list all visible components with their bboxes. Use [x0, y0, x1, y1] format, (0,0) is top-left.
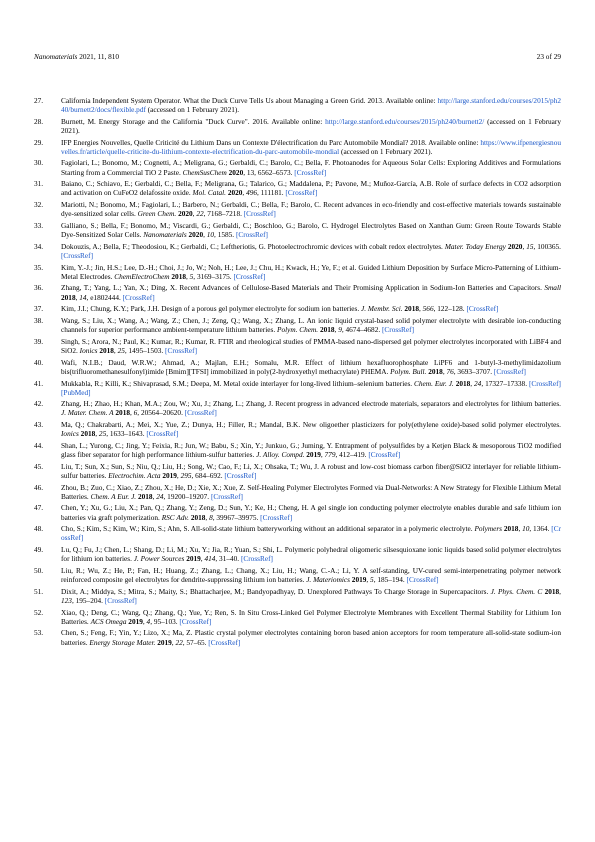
reference-year: 2018	[99, 345, 114, 355]
reference-text: Chen, S.; Feng, F.; Yin, Y.; Lizo, X.; Ma, Z. Plastic crystal polymer electrolytes containing boron based anion acceptors for room temperature all-solid-state sodium-ion batteries.	[61, 628, 561, 647]
reference-text: , 7168–7218.	[203, 209, 244, 219]
reference-text: , 195–204.	[71, 595, 105, 605]
reference-year: 2018	[455, 378, 471, 388]
reference-year: 2018	[137, 491, 153, 501]
reference-crossref-link[interactable]: [CrossRef]	[179, 616, 212, 626]
reference-text: Mukkabla, R.; Killi, K.; Shivaprasad, S.M.; Deepa, M. Metal oxide interlayer for long-lived lithium–selenium batteries.	[61, 378, 415, 388]
reference-number: 35.	[34, 262, 44, 272]
reference-number: 50.	[34, 565, 44, 575]
reference-crossref-link[interactable]: [CrossRef]	[165, 345, 198, 355]
reference-item	[34, 304, 561, 313]
reference-number: 45.	[34, 461, 44, 471]
reference-crossref-link[interactable]: [CrossRef]	[243, 209, 276, 219]
reference-journal: 10	[522, 524, 530, 534]
reference-journal: Ionics	[79, 345, 98, 355]
page-number: 23 of 29	[536, 52, 561, 61]
reference-text: , 111181.	[257, 188, 286, 198]
reference-journal: J. Mater. Chem. A	[61, 408, 114, 418]
reference-number: 51.	[34, 586, 44, 596]
reference-text: ,	[203, 230, 207, 240]
reference-journal: Electrochim. Acta	[108, 470, 161, 480]
reference-journal: 14	[79, 292, 87, 302]
reference-text: ,	[559, 586, 561, 596]
reference-journal: 566	[422, 304, 434, 314]
reference-url-link[interactable]: https://www.ifpenergiesnouvelles.fr/article/quelle-criticite-du-lithium-contexte-electrification-du-parc-automobile-mondial	[61, 137, 561, 156]
reference-item	[34, 483, 561, 501]
reference-text: ,	[470, 378, 475, 388]
reference-item	[34, 263, 561, 281]
reference-text: , 19200–19207.	[163, 491, 211, 501]
reference-text: ,	[518, 524, 523, 534]
running-header-journal	[34, 52, 119, 61]
reference-journal: 24	[474, 378, 482, 388]
reference-item	[34, 221, 561, 239]
reference-crossref-link[interactable]: [CrossRef]	[294, 167, 327, 177]
reference-text: , 57–65.	[182, 637, 209, 647]
reference-text: ,	[192, 209, 197, 219]
reference-journal: ChemElectroChem	[114, 271, 170, 281]
reference-year: 2020	[188, 230, 204, 240]
reference-text: ,	[142, 616, 147, 626]
reference-crossref-link[interactable]: [CrossRef]	[104, 595, 137, 605]
reference-crossref-link[interactable]: [CrossRef]	[528, 378, 561, 388]
reference-item	[34, 462, 561, 480]
reference-text: Baiano, C.; Schiavo, E.; Gerbaldi, C.; Bella, F.; Meligrana, G.; Talarico, G.; Maddalena, P.; Pavone, M.; Muñoz-García, A.B. Role of surface defects in CO2 adsorption and activation on CuFeO2 delafossite oxide.	[61, 179, 561, 198]
reference-text: Burnett, M. Energy Storage and the California "Duck Curve". 2016. Available online:	[61, 116, 326, 126]
reference-text: (accessed on 1 February 2021).	[61, 116, 561, 135]
reference-text: ,	[185, 271, 190, 281]
reference-journal: 9	[338, 325, 342, 335]
reference-year: 2018	[404, 304, 419, 314]
reference-item	[34, 379, 561, 397]
reference-journal: J. Power Sources	[133, 554, 185, 564]
reference-text: , e1802444.	[86, 292, 123, 302]
reference-year: 2018	[61, 292, 76, 302]
reference-journal: 295	[180, 470, 192, 480]
reference-journal: 25	[117, 345, 125, 355]
reference-number: 44.	[34, 440, 44, 450]
reference-year: 2018	[80, 429, 96, 439]
reference-crossref-link[interactable]: [CrossRef]	[466, 304, 499, 314]
reference-text: , 1495–1503.	[124, 345, 166, 355]
reference-text: (accessed on 1 February 2021).	[339, 146, 433, 156]
reference-url-link[interactable]: http://large.stanford.edu/courses/2015/ph240/burnett2/	[325, 116, 485, 126]
reference-journal: 4	[146, 616, 151, 626]
reference-text: Wafi, N.I.B.; Daud, W.R.W.; Ahmad, A.; Majlan, E.H.; Somalu, M.R. Effect of lithium hexafluorophosphate LiPF6 and 1-butyl-3-methylimidazolium bis(trifluoromethanesulfonyl)imide [Bmim][TFSI] immobilized in poly(2-hydroxyethyl methacrylate) PHEMA.	[61, 357, 561, 376]
reference-text: Ma, Q.; Chakrabarti, A.; Mei, X.; Yue, Z.; Dunya, H.; Filler, R.; Mandal, B.K. New oligoether plasticizers for poly(ethylene oxide)-based solid polymer electrolytes.	[61, 420, 561, 430]
reference-text: ,	[129, 408, 134, 418]
reference-year: 2020	[507, 241, 523, 251]
reference-text: , 1585.	[214, 230, 236, 240]
reference-text: Zhou, B.; Zuo, C.; Xiao, Z.; Zhou, X.; He, D.; Xie, X.; Xue, Z. Self-Healing Polymer Electrolytes Formed via Dual-Networks: A New Strategy for Flexible Lithium Metal Batteries.	[61, 482, 561, 501]
reference-text: Dixit, A.; Middya, S.; Mitra, S.; Maity, S.; Bhattacharjee, M.; Bandyopadhyay, D. Unexplored Pathways To Charge Storage in Supercapacitors.	[61, 586, 491, 596]
reference-journal: J. Phys. Chem. C	[490, 586, 543, 596]
reference-journal: Polym. Bull.	[390, 366, 427, 376]
reference-text: , 4674–4682.	[341, 325, 382, 335]
reference-crossref-link[interactable]: [CrossRef]	[285, 188, 318, 198]
reference-year: 2018	[544, 586, 560, 596]
reference-crossref-link[interactable]: [PubMed]	[61, 387, 91, 397]
reference-number: 33.	[34, 220, 44, 230]
reference-year: 2020	[227, 188, 243, 198]
reference-item	[34, 628, 561, 646]
reference-text: Kim, J.I.; Chung, K.Y.; Park, J.H. Design of a porous gel polymer electrolyte for sodium ion batteries.	[61, 304, 362, 314]
reference-number: 30.	[34, 158, 44, 168]
reference-number: 37.	[34, 304, 44, 314]
reference-text: Zhang, T.; Yang, L.; Yan, X.; Ding, X. Recent Advances of Cellulose-Based Materials and Their Promising Application in Sodium-Ion Batteries and Capacitors.	[61, 283, 545, 293]
reference-text: , 31–40.	[215, 554, 241, 564]
reference-text: , 39967–39975.	[212, 512, 261, 522]
reference-number: 52.	[34, 607, 44, 617]
reference-number: 38.	[34, 316, 44, 326]
reference-number: 39.	[34, 336, 44, 346]
reference-year: 2019	[351, 575, 367, 585]
reference-number: 27.	[34, 96, 44, 105]
reference-number: 41.	[34, 378, 44, 388]
reference-text: , 412–419.	[335, 450, 369, 460]
reference-text: Lu, Q.; Fu, J.; Chen, L.; Shang, D.; Li, M.; Xu, Y.; Jia, R.; Yuan, S.; Shi, L. Polymeric polyhedral oligomeric silsesquioxane ionic liquids based solid polymer electrolytes for lithium ion batteries.	[61, 545, 561, 564]
reference-item	[34, 117, 561, 135]
reference-journal: 22	[175, 637, 183, 647]
reference-item	[34, 337, 561, 355]
reference-journal: Chem. Eur. J.	[414, 378, 454, 388]
reference-item	[34, 358, 561, 376]
reference-crossref-link[interactable]: [CrossRef]	[224, 470, 257, 480]
reference-journal: ACS Omega	[90, 616, 127, 626]
reference-text: (accessed on 1 February 2021).	[145, 105, 240, 115]
reference-text: Chen, Y.; Xu, G.; Liu, X.; Pan, Q.; Zhang, Y.; Zeng, D.; Sun, Y.; Ke, H.; Cheng, H. A gel single ion conducting polymer electrolyte enables durable and safe lithium ion batteries via graft polymerization.	[61, 503, 561, 522]
reference-year: 2020	[178, 209, 193, 219]
reference-item	[34, 316, 561, 334]
reference-text: , 684–692.	[191, 470, 225, 480]
reference-text: ,	[171, 637, 176, 647]
reference-text: , 185–194.	[373, 575, 407, 585]
reference-url-link[interactable]: http://large.stanford.edu/courses/2015/ph240/burnett2/docs/flexible.pdf	[61, 96, 561, 115]
reference-number: 28.	[34, 116, 44, 126]
reference-crossref-link[interactable]: [CrossRef]	[122, 292, 155, 302]
reference-crossref-link[interactable]: [CrossRef]	[184, 408, 217, 418]
reference-crossref-link[interactable]: [CrossRef]	[61, 250, 94, 260]
journal-name: Nanomaterials	[34, 52, 78, 61]
reference-year: 2019	[162, 470, 177, 480]
reference-crossref-link[interactable]: [CrossRef]	[233, 271, 266, 281]
reference-item	[34, 179, 561, 197]
page-header	[34, 52, 561, 64]
reference-text: Zhang, H.; Zhao, H.; Khan, M.A.; Zou, W.; Xu, J.; Zhang, L.; Zhang, J. Recent progress in advanced electrode materials, separators and electrolytes for lithium batteries.	[61, 399, 561, 409]
reference-number: 29.	[34, 137, 44, 147]
reference-journal: J. Materiomics	[306, 575, 350, 585]
reference-text: Mariotti, N.; Bonomo, M.; Fagiolari, L.; Barbero, N.; Gerbaldi, C.; Bella, F.; Barolo, C. Recent advances in eco-friendly and cost-effective materials towards sustainable dye-sensitized solar cells.	[61, 200, 561, 219]
reference-text: Cho, S.; Kim, S.; Kim, W.; Kim, S.; Ahn, S. All-solid-state lithium batteryworking without an additional separator in a polymeric electrolyte.	[61, 524, 475, 534]
reference-journal: 779	[324, 450, 336, 460]
reference-text: Dokouzis, A.; Bella, F.; Theodosiou, K.; Gerbaldi, C.; Leftheriotis, G. Photoelectrochromic devices with cobalt redox electrolytes.	[61, 241, 445, 251]
reference-crossref-link[interactable]: [CrossRef]	[61, 524, 562, 543]
reference-year: 2019	[186, 554, 201, 564]
reference-text: Kim, Y.-J.; Jin, H.S.; Lee, D.-H.; Choi, J.; Jo, W.; Noh, H.; Lee, J.; Chu, H.; Kwack, H.; Ye, F.; et al. Guided Lithium Deposition by Surface Micro-Patterning of Lithium-Metal Electrodes.	[61, 262, 561, 281]
reference-text: Xiao, Q.; Deng, C.; Wang, Q.; Zhang, Q.; Yue, Y.; Ren, S. In Situ Cross-Linked Gel Polymer Electrolyte Membranes with Excellent Thermal Stability for Lithium Ion Batteries.	[61, 607, 561, 626]
reference-crossref-link[interactable]: [CrossRef]	[208, 637, 241, 647]
reference-crossref-link[interactable]: [CrossRef]	[260, 512, 293, 522]
reference-text: ,	[176, 470, 181, 480]
reference-crossref-link[interactable]: [CrossRef]	[382, 325, 415, 335]
reference-text: Singh, S.; Arora, N.; Paul, K.; Kumar, R.; Kumar, R. FTIR and rheological studies of PMMA-based nano-dispersed gel polymer electrolytes incorporated with LiBF4 and SiO2.	[61, 336, 561, 355]
reference-journal: J. Membr. Sci.	[361, 304, 403, 314]
reference-number: 31.	[34, 179, 44, 189]
reference-text: ,	[366, 575, 371, 585]
reference-year: 2019	[128, 616, 143, 626]
reference-item	[34, 524, 561, 542]
reference-text: Liu, R.; Wu, Z.; He, P.; Fan, H.; Huang, Z.; Zhang, L.; Chang, X.; Liu, H.; Wang, C.-A.; Li, Y. A self-standing, UV-cured semi-interpenetrating polymer network reinforced composite gel electrolytes for dendrite-suppressing lithium ion batteries.	[61, 565, 561, 585]
reference-number: 47.	[34, 503, 44, 513]
reference-journal: RSC Adv.	[161, 512, 189, 522]
reference-crossref-link[interactable]: [CrossRef]	[240, 554, 273, 564]
reference-year: 2019	[157, 637, 172, 647]
reference-journal: 496	[246, 188, 258, 198]
reference-number: 43.	[34, 420, 44, 430]
reference-crossref-link[interactable]: [CrossRef]	[146, 429, 179, 439]
reference-crossref-link[interactable]: [CrossRef]	[235, 230, 268, 240]
reference-journal: J. Alloy. Compd.	[256, 450, 305, 460]
reference-text: , 3169–3175.	[193, 271, 234, 281]
reference-text: , 100365.	[533, 241, 561, 251]
reference-item	[34, 545, 561, 563]
reference-number: 49.	[34, 545, 44, 555]
reference-text: Shan, L.; Yurong, C.; Jing, Y.; Feixia, R.; Jun, W.; Babu, S.; Xin, Y.; Junkuo, G.; Juming, Y. Entrapment of polysulfides by a Ketjen Black & mesoporous TiO2 modified glass fiber separator for high performance lithium-sulfur batteries.	[61, 440, 561, 460]
reference-item	[34, 158, 561, 176]
reference-journal: 10	[206, 230, 215, 240]
reference-number: 40.	[34, 357, 44, 367]
reference-journal: Energy Storage Mater.	[89, 637, 156, 647]
reference-journal: Small	[544, 283, 561, 293]
reference-item	[34, 138, 561, 156]
reference-item	[34, 503, 561, 521]
reference-journal: 22	[196, 209, 204, 219]
reference-number: 53.	[34, 628, 44, 638]
reference-text: Fagiolari, L.; Bonomo, M.; Cognetti, A.; Meligrana, G.; Gerbaldi, C.; Barolo, C.; Bella, F. Photoanodes for Aqueous Solar Cells: Exploring Additives and Formulations Starting from a Commercial TiO 2 Paste.	[61, 158, 561, 177]
reference-crossref-link[interactable]: [CrossRef]	[210, 491, 243, 501]
reference-number: 32.	[34, 200, 44, 210]
reference-journal: ChemSusChem	[182, 167, 227, 177]
reference-text: , 3693–3707.	[453, 366, 494, 376]
reference-journal: Chem. A Eur. J.	[90, 491, 137, 501]
reference-journal: Mol. Catal.	[192, 188, 226, 198]
journal-year-volume: 2021, 11, 810	[79, 52, 120, 61]
reference-text: ,	[75, 292, 80, 302]
reference-item	[34, 96, 561, 114]
reference-text: , 122–128.	[433, 304, 467, 314]
reference-crossref-link[interactable]: [CrossRef]	[493, 366, 526, 376]
reference-text: ,	[418, 304, 423, 314]
reference-item	[34, 242, 561, 260]
reference-item	[34, 587, 561, 605]
reference-text: ,	[95, 429, 99, 439]
reference-text: , 1633–1643.	[106, 429, 147, 439]
reference-number: 34.	[34, 241, 44, 251]
reference-journal: 24	[156, 491, 164, 501]
reference-crossref-link[interactable]: [CrossRef]	[368, 450, 401, 460]
reference-text: , 1364.	[529, 524, 552, 534]
reference-crossref-link[interactable]: [CrossRef]	[406, 575, 439, 585]
reference-journal: 15	[526, 241, 534, 251]
reference-text: IFP Energies Nouvelles, Quelle Criticité du Lithium Dans un Contexte D'électrification du Parc Automobile Mondial? 2018. Available online:	[61, 137, 481, 147]
reference-year: 2018	[319, 325, 335, 335]
reference-text: ,	[320, 450, 325, 460]
reference-number: 42.	[34, 399, 44, 409]
reference-list	[34, 96, 561, 649]
reference-text: ,	[442, 366, 447, 376]
reference-text: ,	[205, 512, 210, 522]
reference-item	[34, 566, 561, 584]
reference-text: ,	[113, 345, 118, 355]
reference-journal: 414	[204, 554, 216, 564]
reference-item	[34, 200, 561, 218]
reference-journal: 76	[446, 366, 454, 376]
reference-text: Wang, S.; Liu, X.; Wang, A.; Wang, Z.; Chen, J.; Zeng, Q.; Wang, X.; Zhang, L. An ionic liquid crystal-based solid polymer electrolyte with desirable ion-conducting channels for superior performance ambient-temperature lithium batteries.	[61, 316, 561, 335]
reference-year: 2020	[228, 167, 244, 177]
reference-text: ,	[152, 491, 157, 501]
reference-item	[34, 420, 561, 438]
reference-year: 2018	[428, 366, 443, 376]
reference-text: ,	[334, 325, 339, 335]
reference-text: California Independent System Operator. What the Duck Curve Tells Us about Managing a Green Grid. 2013. Available online:	[61, 96, 438, 105]
reference-number: 48.	[34, 524, 44, 534]
reference-number: 46.	[34, 482, 44, 492]
reference-text: , 20564–20620.	[137, 408, 185, 418]
reference-item	[34, 399, 561, 417]
reference-journal: 5	[370, 575, 374, 585]
reference-item	[34, 283, 561, 301]
reference-journal: 6	[133, 408, 138, 418]
reference-item	[34, 441, 561, 459]
reference-year: 2018	[503, 524, 519, 534]
reference-text: Galliano, S.; Bella, F.; Bonomo, M.; Viscardi, G.; Gerbaldi, C.; Boschloo, G.; Barolo, C. Hydrogel Electrolytes Based on Xanthan Gum: Green Route Towards Stable Dye-Sensitized Solar Cells.	[61, 220, 561, 240]
reference-journal: 123	[61, 595, 72, 605]
reference-journal: 5	[189, 271, 194, 281]
reference-journal: 8	[209, 512, 213, 522]
reference-text: , 13, 6562–6573.	[243, 167, 295, 177]
reference-journal: 25	[98, 429, 107, 439]
reference-year: 2018	[115, 408, 130, 418]
reference-journal: Mater. Today Energy	[444, 241, 506, 251]
reference-journal: Ionics	[61, 429, 79, 439]
reference-text: , 17327–17338.	[481, 378, 529, 388]
reference-text: ,	[200, 554, 205, 564]
reference-journal: Green Chem.	[137, 209, 177, 219]
reference-number: 36.	[34, 283, 44, 293]
reference-text: , 95–103.	[150, 616, 180, 626]
reference-journal: Polym. Chem.	[276, 325, 319, 335]
reference-item	[34, 608, 561, 626]
reference-journal: Nanomaterials	[143, 230, 187, 240]
reference-text: Liu, T.; Sun, X.; Sun, S.; Niu, Q.; Liu, H.; Song, W.; Cao, F.; Li, X.; Ohsaka, T.; Wu, J. A robust and low-cost biomass carbon fiber@SiO2 interlayer for reliable lithium-sulfur batteries.	[61, 461, 561, 480]
reference-text: ,	[242, 188, 247, 198]
reference-year: 2019	[306, 450, 321, 460]
reference-journal: Polymers	[474, 524, 503, 534]
reference-year: 2018	[190, 512, 206, 522]
reference-text: ,	[522, 241, 527, 251]
reference-year: 2018	[171, 271, 186, 281]
